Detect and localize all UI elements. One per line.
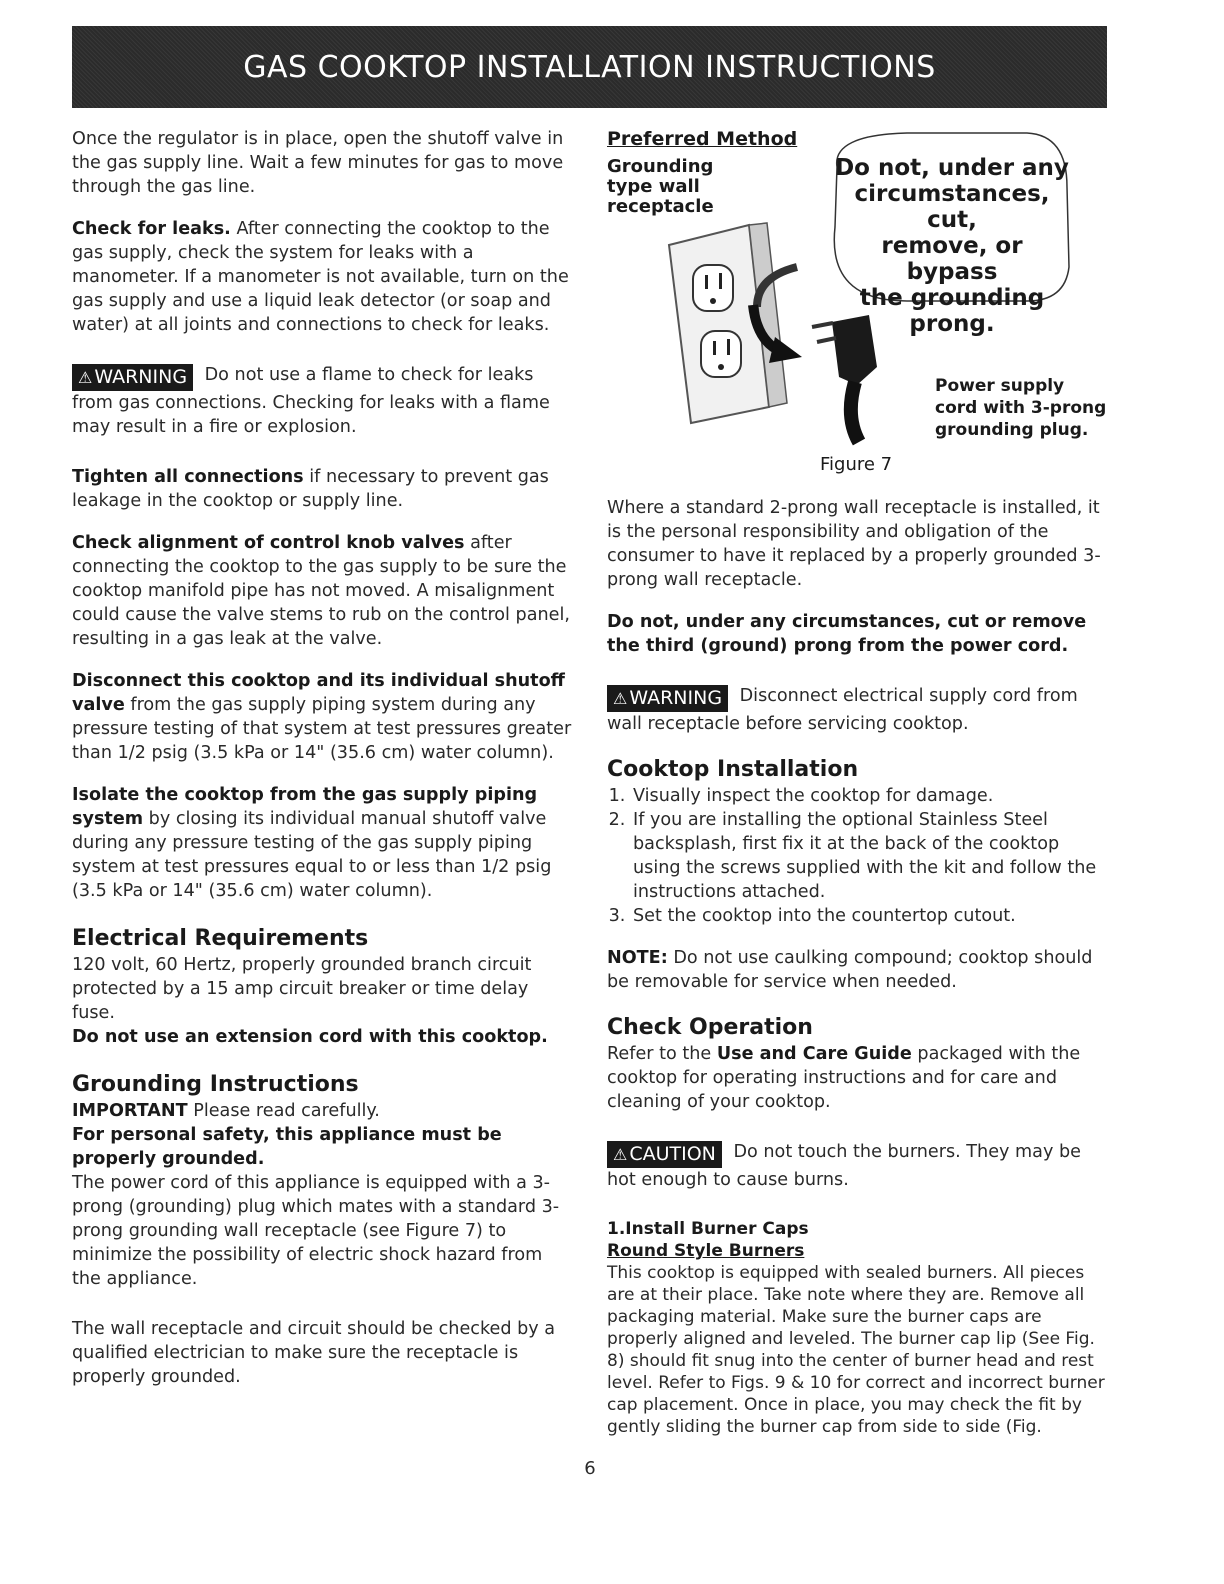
outlet-bottom: [701, 331, 741, 377]
preferred-method-label: Preferred Method: [607, 128, 798, 150]
isolate-text: by closing its individual manual shutoff valve during any pressure testing of the gas supply piping system at test pressures equal to or less than 1/2 psig (3.5 kPa or 14" (35.6 cm) water column).: [72, 809, 552, 901]
page-number: 6: [584, 1458, 596, 1479]
warning-text: Do not use a flame to check for leaks from gas connections. Checking for leaks with a flame may result in a fire or explosion.: [72, 365, 550, 437]
warning-label: WARNING: [94, 366, 188, 388]
caution-burners: [607, 1140, 1107, 1192]
warning-badge: [72, 364, 193, 391]
alignment-text: after connecting the cooktop to the gas supply to be sure the cooktop manifold pipe has not moved. A misalignment could cause the valve stems to rub on the control panel, resulting in a gas leak at the valve.: [72, 533, 570, 649]
note-label: NOTE:: [607, 948, 668, 968]
check-leaks-text: After connecting the cooktop to the gas supply, check the system for leaks with a manometer. If a manometer is not available, turn on the gas supply and use a liquid leak detector (or soap and water) at all joints and connections to check for leaks.: [72, 219, 569, 335]
burner-caps-text: This cooktop is equipped with sealed burners. All pieces are at their place. Take note where they are. Remove all packaging material. Make sure the burner caps are properly aligned and leveled. The burner cap lip (See Fig. 8) should fit snug into the center of burner head and rest level. Refer to Figs. 9 & 10 for correct and incorrect burner cap placement. Once in place, you may check the fit by gently sliding the burner cap from side to side (Fig.: [607, 1263, 1105, 1437]
isolate-heading: Isolate the cooktop from the gas supply piping system: [72, 785, 538, 829]
important-text: Please read carefully.: [187, 1101, 380, 1121]
tighten-heading: Tighten all connections: [72, 467, 304, 487]
list-item: 3. Set the cooktop into the countertop cutout.: [631, 904, 1107, 928]
grounding-prong-warning: Do not, under any circumstances, cut, remove, or bypass the grounding prong.: [835, 155, 1069, 337]
electrical-text: 120 volt, 60 Hertz, properly grounded branch circuit protected by a 15 amp circuit breaker or time delay fuse.: [72, 955, 532, 1023]
alignment-heading: Check alignment of control knob valves: [72, 533, 465, 553]
paragraph-alignment: [72, 531, 572, 651]
paragraph-burner-caps: [607, 1218, 1107, 1438]
paragraph-tighten: [72, 465, 572, 513]
disconnect-heading: Disconnect this cooktop and its individual shutoff valve: [72, 671, 565, 715]
warning-label: WARNING: [629, 687, 723, 709]
warning-disconnect: [607, 684, 1107, 736]
list-item: 1. Visually inspect the cooktop for damage.: [631, 784, 1107, 808]
paragraph-check-operation: [607, 1042, 1107, 1114]
left-column: [72, 127, 572, 1407]
caution-badge: [607, 1141, 722, 1168]
extension-cord-warning: Do not use an extension cord with this cooktop.: [72, 1027, 548, 1047]
disconnect-text: from the gas supply piping system during any pressure testing of that system at test pressures greater than 1/2 psig (3.5 kPa or 14" (35.6 cm) water column).: [72, 695, 572, 763]
check-operation-text: Refer to the: [607, 1044, 717, 1064]
right-column: [607, 496, 1107, 1456]
warning-text: Disconnect electrical supply cord from wall receptacle before servicing cooktop.: [607, 686, 1078, 734]
grounding-text: The power cord of this appliance is equipped with a 3-prong (grounding) plug which mates with a standard 3-prong grounding wall receptacle (see Figure 7) to minimize the possibility of electric shock hazard from the appliance.: [72, 1173, 560, 1289]
paragraph-receptacle: The wall receptacle and circuit should be checked by a qualified electrician to make sure the receptacle is properly grounded.: [72, 1319, 556, 1387]
paragraph-grounding: [72, 1099, 572, 1291]
grounding-heading: Grounding Instructions: [72, 1072, 359, 1097]
paragraph-third-prong: [607, 610, 1107, 658]
paragraph-electrical: [72, 953, 572, 1049]
power-cord: [851, 382, 859, 442]
warning-icon: ⚠: [613, 689, 628, 708]
power-supply-label: Power supply cord with 3-prong grounding plug.: [935, 376, 1107, 440]
note-text: Do not use caulking compound; cooktop should be removable for service when needed.: [607, 948, 1093, 992]
install-burner-caps-heading: 1.Install Burner Caps: [607, 1219, 809, 1239]
check-operation-text: packaged with the cooktop for operating instructions and for care and cleaning of your cooktop.: [607, 1044, 1081, 1112]
installation-steps: [607, 784, 1107, 928]
paragraph-disconnect: [72, 669, 572, 765]
warning-flame: [72, 363, 572, 439]
electrical-heading: Electrical Requirements: [72, 926, 369, 951]
paragraph-check-leaks: [72, 217, 572, 337]
check-operation-heading: Check Operation: [607, 1015, 813, 1040]
caution-text: Do not touch the burners. They may be hot enough to cause burns.: [607, 1142, 1081, 1190]
warning-badge: [607, 685, 728, 712]
paragraph-isolate: [72, 783, 572, 903]
cooktop-installation-heading: Cooktop Installation: [607, 757, 859, 782]
paragraph-note: [607, 946, 1107, 994]
paragraph-regulator: Once the regulator is in place, open the shutoff valve in the gas supply line. Wait a few minutes for gas to move through the gas line.: [72, 129, 564, 197]
third-prong-warning: Do not, under any circumstances, cut or remove the third (ground) prong from the power cord.: [607, 612, 1087, 656]
page-title: GAS COOKTOP INSTALLATION INSTRUCTIONS: [243, 49, 936, 85]
receptacle-label: Grounding type wall receptacle: [607, 156, 714, 217]
important-label: IMPORTANT: [72, 1101, 188, 1121]
warning-icon: ⚠: [613, 1145, 628, 1164]
list-item: 2. If you are installing the optional Stainless Steel backsplash, first fix it at the back of the cooktop using the screws supplied with the kit and follow the instructions attached.: [631, 808, 1107, 904]
round-style-burners-heading: Round Style Burners: [607, 1241, 805, 1261]
outlet-top: [693, 265, 733, 311]
title-banner: [72, 26, 1107, 108]
paragraph-two-prong: Where a standard 2-prong wall receptacle is installed, it is the personal responsibility and obligation of the consumer to have it replaced by a properly grounded 3-prong wall receptacle.: [607, 498, 1101, 590]
use-care-guide: Use and Care Guide: [716, 1044, 912, 1064]
personal-safety-notice: For personal safety, this appliance must be properly grounded.: [72, 1125, 502, 1169]
tighten-text: if necessary to prevent gas leakage in the cooktop or supply line.: [72, 467, 549, 511]
figure-7: [607, 127, 1107, 477]
warning-icon: ⚠: [78, 368, 93, 387]
check-leaks-heading: Check for leaks.: [72, 219, 231, 239]
caution-label: CAUTION: [629, 1143, 716, 1165]
figure-caption: Figure 7: [820, 454, 893, 475]
